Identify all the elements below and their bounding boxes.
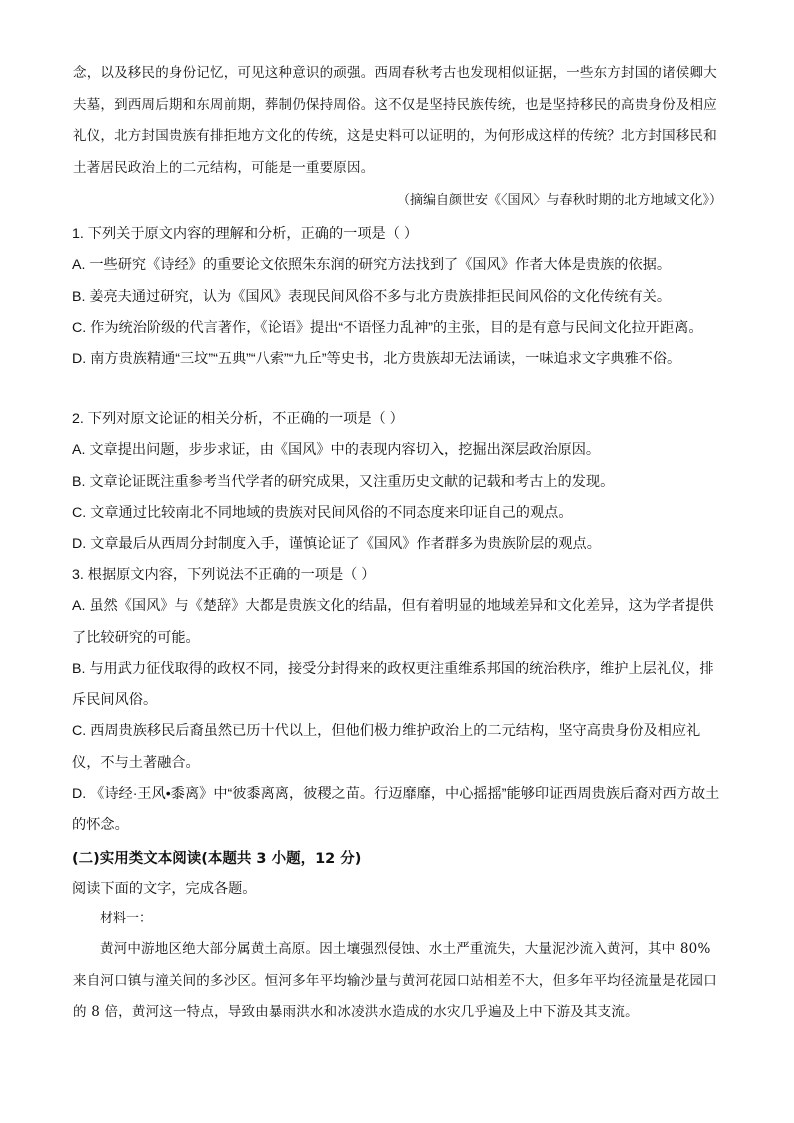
question-2 [72,404,722,560]
question-2-option-a: A. 文章提出问题，步步求证，由《国风》中的表现内容切入，挖掘出深层政治原因。 [72,442,601,459]
question-2-option-d: D. 文章最后从西周分封制度入手，谨慎论证了《国风》作者群多为贵族阶层的观点。 [72,536,601,553]
material-label: 材料一： [100,911,153,926]
section-instruction: 阅读下面的文字，完成各题。 [72,881,257,897]
question-2-option-b: B. 文章论证既注重参考当代学者的研究成果，又注重历史文献的记载和考古上的发现。 [72,473,615,490]
question-1-option-d: D. 南方贵族精通“三坟”“五典”“八索”“九丘”等史书，北方贵族却无法诵读，一味追求文字典雅不俗。 [72,351,682,368]
question-3-option-d: D. 《诗经·王风•黍离》中“彼黍离离，彼稷之苗。行迈靡靡，中心摇摇”能够印证西周贵族后裔对西方故土的怀念。 [72,786,720,834]
passage-continuation: 念，以及移民的身份记忆，可见这种意识的顽强。西周春秋考古也发现相似证据，一些东方封国的诸侯卿大夫墓，到西周后期和东周前期，葬制仍保持周俗。这不仅是坚持民族传统，也是坚持移民的高贵身份及相应礼仪，北方封国贵族有排拒地方文化的传统，这是史料可以证明的，为何形成这样的传统？北方封国移民和土著居民政治上的二元结构，可能是一重要原因。 [73,65,717,176]
section-heading: (二)实用类文本阅读(本题共 3 小题，12 分) [72,851,362,867]
question-1-option-b: B. 姜亮夫通过研究，认为《国风》表现民间风俗不多与北方贵族排拒民间风俗的文化传统有关。 [72,288,672,305]
question-2-stem: 2. 下列对原文论证的相关分析，不正确的一项是（ ） [72,411,404,427]
question-2-option-c: C. 文章通过比较南北不同地域的贵族对民间风俗的不同态度来印证自己的观点。 [72,504,573,521]
material-passage: 黄河中游地区绝大部分属黄土高原。因土壤强烈侵蚀、水土严重流失，大量泥沙流入黄河，其中 80%来自河口镇与潼关间的多沙区。恒河多年平均输沙量与黄河花园口站相差不大，但多年平均径流量是花园口的 8 倍，黄河这一特点，导致由暴雨洪水和冰凌洪水造成的水灾几乎遍及上中下游及其支流。 [73,941,717,1020]
question-3-option-a: A. 虽然《国风》与《楚辞》大都是贵族文化的结晶，但有着明显的地域差异和文化差异，这为学者提供了比较研究的可能。 [72,598,714,646]
question-1 [72,219,722,375]
question-1-option-c: C. 作为统治阶级的代言著作，《论语》提出“不语怪力乱神”的主张，目的是有意与民间文化拉开距离。 [72,319,703,336]
source-attribution: （摘编自颜世安《〈国风〉与春秋时期的北方地域文化》） [396,193,722,208]
question-1-stem: 1. 下列关于原文内容的理解和分析，正确的一项是（ ） [72,226,419,242]
question-1-option-a: A. 一些研究《诗经》的重要论文依照朱东润的研究方法找到了《国风》作者大体是贵族的依据。 [72,257,672,274]
question-3 [72,560,722,842]
question-3-option-b: B. 与用武力征伐取得的政权不同，接受分封得来的政权更注重维系邦国的统治秩序，维护上层礼仪，排斥民间风俗。 [72,660,714,709]
question-3-option-c: C. 西周贵族移民后裔虽然已历十代以上，但他们极力维护政治上的二元结构，坚守高贵身份及相应礼仪，不与土著融合。 [72,723,701,771]
question-3-stem: 3. 根据原文内容，下列说法不正确的一项是（ ） [72,567,376,583]
